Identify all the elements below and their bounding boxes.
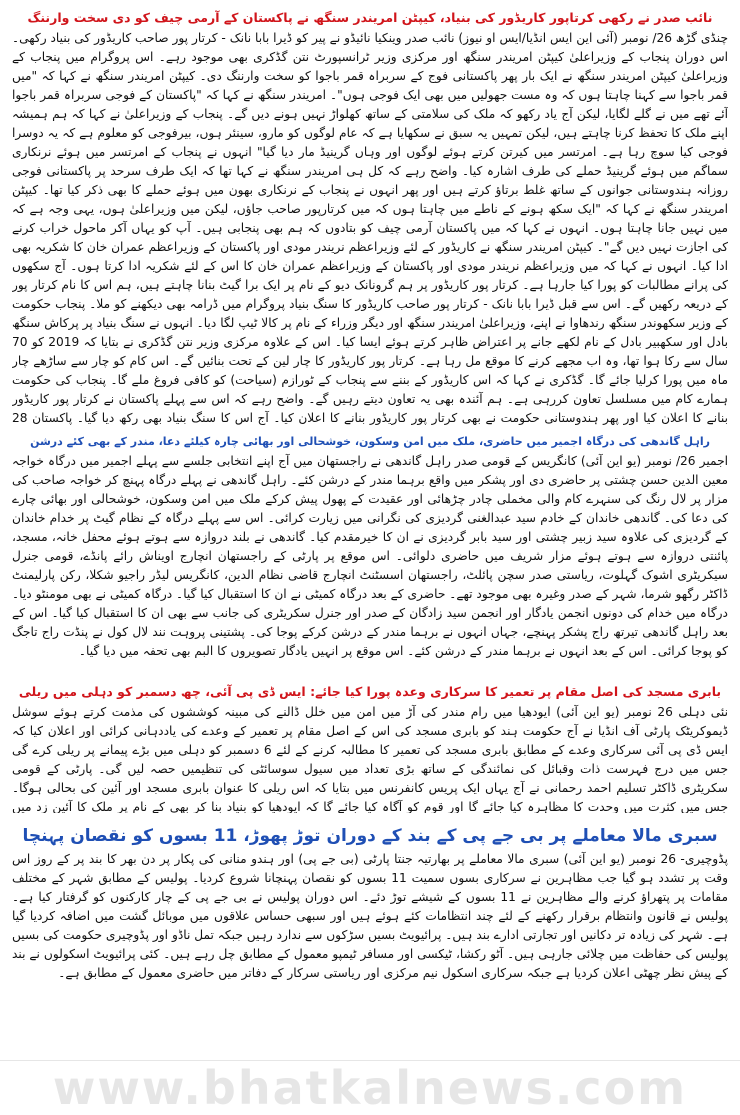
article-kartarpur-corridor [12, 8, 728, 425]
article-body: اجمیر 26/ نومبر (یو این آئی) کانگریس کے قومی صدر راہل گاندھی نے راجستھان میں آج اپنے انتخابی جلسے سے پہلے اجمیر میں درگاہ خواجہ معین الدین حسن چشتی پر حاضری دی اور پشکر میں واقع برہما مندر کے درشن کئے۔ راہل گاندھی نے پہلے درگاہ پہنچ کر خواجہ صاحب کی مزار پر لال رنگ کی سنہرے کام والی مخملی چادر چڑھائی اور عقیدت کے پھول پیش کرکے ملک میں امن وسکون، خوشحالی اور بھائی چارے کی دعا کی۔ گاندھی خاندان کے خادم سید عبدالغنی گردیزی کی نگرانی میں زیارت کرائی۔ اس سے پہلے درگاہ کے نظام گیٹ پر خدام خاندان کے گردیزی کی علاوہ سید زبیر چشتی اور سید بابر گردیزی نے ان کا خیرمقدم کیا۔ گاندھی نے بلند دروازہ سے ہوتے ہوئے محفل خانہ، مسجد، پائنتی دروازہ سے ہوتے ہوئے مزار شریف میں حاضری دلوائی۔ اس موقع پر پارٹی کے راجستھان انچارج اویناش رائے پانڈے، قومی جنرل سیکریٹری اشوک گہلوت، ریاستی صدر سچن پائلٹ، راجستھان اسسٹنٹ انچارج قاضی نظام الدین، کانگریس لیڈر راجیو شکلا، رکن پارلیمنٹ ڈاکٹر رگھو شرما، شہر کے صدر وغیرہ بھی موجود تھے۔ حاضری کے بعد درگاہ کمیٹی نے ان کا استقبال کیا گیا۔ درگاہ کمیٹی نے بھی مومنٹو دیا۔ درگاہ میں خدام کی دونوں انجمن یادگار اور انجمن سید زادگان کے صدر اور جنرل سکریٹری کی جانب سے بھی ان کا استقبال کیا گیا۔ اس کے بعد راہل گاندھی تیرتھ راج پشکر پہنچے، جہاں انہوں نے برہما مندر کے درشن کرکے پوجا کی۔ پشتینی پروہت نند لال کول نے پنڈت راج تاجگ کو پوجا کرائی۔ اس کے بعد انہوں نے برہما مندر کے درشن کئے۔ اس موقع پر انہیں یادگار تصویروں کا البم بھی تحفہ میں دیا گیا۔ [12, 454, 728, 658]
site-watermark-bar [0, 1060, 740, 1115]
article-body: پڈوچیری- 26 نومبر (یو این آئی) سبری مالا معاملے پر بھارتیہ جنتا پارٹی (بی جے پی) اور ہندو منانی کی پکار پر دن بھر کا بند پر کے روز اس وقت پر تشدد ہو گیا جب مظاہرین نے سرکاری بسوں سمیت 11 بسوں کو نقصان پہنچانا شروع کردیا۔ پولیس کے مطابق شہر کے مختلف مقامات پر پتھراؤ کرنے والے مظاہرین نے 11 بسوں کے شیشے توڑ دئے۔ اس دوران پولیس نے بی جے پی کے چار کارکنوں کو گرفتار کیا ہے۔ پولیس نے قانون وانتظام برقرار رکھنے کے لئے چند انتظامات کئے ہوئے ہیں اور سبھی حساس علاقوں میں موبائل گشت میں اضافہ کردیا گیا ہے۔ شہر کی زیادہ تر دکانیں اور تجارتی ادارے بند ہیں۔ پرائیویٹ بسیں سڑکوں سے ندارد رہیں جبکہ تمل ناڈو اور پڈوچیری حکومت کی بسیں پولیس کی حفاظت میں چلائی جارہی ہیں۔ آٹو رکشا، ٹیکسی اور مسافر ٹیمپو معمول کے مطابق چل رہے ہیں۔ کئی پرائیویٹ اسکولوں نے بند کے پیش نظر چھٹی اعلان کردیا ہے جبکہ سرکاری اسکول نیم مرکزی اور ریاستی سرکار کے دفاتر میں حاضری معمول کے مطابق ہے۔ [12, 852, 728, 980]
article-body: چنڈی گڑھ 26/ نومبر (آئی این ایس انڈیا/ایس او نیوز) نائب صدر وینکیا نائیڈو نے پیر کو ڈیرا بابا نانک - کرتار پور صاحب کاریڈور کی بنیاد رکھی۔ اس دوران پنجاب کے وزیراعلیٰ کیپٹن امریندر سنگھ اور مرکزی وزیر ٹرانسپورٹ نتن گڈکری بھی موجود رہے۔ اس پروگرام میں پنجاب کے وزیراعلیٰ کیپٹن امریندر سنگھ نے ایک بار پھر پاکستانی فوج کے سربراہ قمر باجوا کو سخت وارننگ دی۔ کیپٹن امریندر سنگھ نے کہا کہ "میں قمر باجوا سے کہنا چاہتا ہوں کہ وہ مست جھولیں میں بھی ایک فوجی ہوں"۔ امریندر سنگھ نے کہا کہ "پاکستان کے فوجی سربراہ قمر باجوا آئے تھے میں نے گلے لگایا، لیکن آج یاد رکھو کہ ملک کی سلامتی کے ساتھ کھلواڑ نہیں ہونے دیں گے۔ پنجاب کے وزیراعلیٰ نے کہا کہ ہم ہمیشہ اپنے ملک کا تحفظ کرنا چاہتے ہیں، لیکن تمہیں یہ سبق نے سکھایا ہے کہ عام لوگوں کو مارو، سینئر ہوں، بیرفوجی کو معلوم ہے کہ یہ دوسرا فوجی کیا سوچ رہا ہے۔ امرتسر میں کیرتن کرتے ہوئے لوگوں اور وہاں گرینیڈ مار دیا گیا" انہوں نے پنجاب کے امرتسر میں ہوئے نرنکاری سماگم میں ہوئے گرینیڈ حملے کی طرف اشارہ کیا۔ واضح رہے کہ کل ہی امریندر سنگھ نے کہا تھا کہ ایک طرف سرحد پر پاکستانی فوجی روزانہ ہندوستانی جوانوں کے ساتھ غلط برتاؤ کرتے ہیں اور پھر انہوں نے پنجاب کے نرنکاری بھون میں ہوئے حملے کا بھی ذکر کیا تھا۔ کیپٹن امریندر سنگھ نے کہا کہ "ایک سکھ ہونے کے ناطے میں چاہتا ہوں کہ میں کرتارپور صاحب جاؤں، لیکن میں وزیراعلیٰ ہوں، یہی وجہ ہے کہ میں نہیں جانا چاہتا ہوں۔ انہوں نے کہا کہ میں پاکستان آرمی چیف کو بتادوں کہ ہم بھی پنجابی ہیں۔ آپ کو یہاں آکر ماحول خراب کرنے کی اجازت نہیں دیں گے"۔ کیپٹن امریندر سنگھ نے کاریڈور کے لئے وزیراعظم نریندر مودی اور پاکستان کے وزیراعظم عمران خان کا شکریہ بھی ادا کیا۔ انہوں نے کہا کہ میں وزیراعظم نریندر مودی اور پاکستان کے وزیراعظم عمران خان کا اس کے لئے شکریہ ادا کرتا ہوں۔ آج سکھوں کی پرانے مطالبات کو پورا کیا جارہا ہے۔ کرتار پور کاریڈور پر ہم گرونانک دیو کے نام پر ایک برا گیٹ بنانا چاہتے ہیں، ہم اس کا نام کرتار پور کے دریعہ رکھیں گے۔ اس سے قبل ڈیرا بابا نانک - کرتار پور صاحب کاریڈور کا سنگ بنیاد پروگرام میں ڈرامہ بھی دیکھنے کو ملا۔ پنجاب حکومت کے وزیر سکھوندر سنگھ رندھاوا نے اپنے، وزیراعلیٰ امریندر سنگھ اور دیگر وزراء کے نام پر کالا ٹیپ لگا دیا۔ انہوں نے سنگ بنیاد پر پرکاش سنگھ بادل اور سکھبیر بادل کے نام لکھے جانے پر اعتراض ظاہر کرتے ہوئے ایسا کیا۔ اس کے علاوہ مرکزی وزیر نتن گڈکری نے بتایا کہ 2019 کو 70 سال سے رکا ہوا تھا، وہ اب مجھے کرنے کا موقع مل رہا ہے۔ کرتار پور کاریڈور کا چار لین کے تحت بنائیں گے۔ اس کام کو چار سے ساڑھے چار ماہ میں پورا کرلیا جائے گا۔ گڈکری نے کہا کہ اس کاریڈور کے بننے سے پنجاب کے ٹورازم (سیاحت) کو کافی فروغ ملے گا۔ پنجاب کی حکومت ہمارے کام میں مسلسل تعاون کررہی ہے۔ ہم آئندہ بھی یہ تعاون دیتے رہیں گے۔ واضح رہے کہ اس سے پہلے پاکستان نے کرتار پور کاریڈور بنانے کا اعلان کیا اور پھر ہندوستانی حکومت نے بھی کرتار پور کاریڈور بنانے کا اعلان کیا۔ آج اس کا سنگ بنیاد بھی رکھ دیا گیا۔ پاکستان 28 [12, 31, 728, 425]
article-rahul-gandhi-ajmer [12, 433, 728, 674]
article-body: نئی دہلی 26 نومبر (یو این آئی) ایودھیا میں رام مندر کی آڑ میں امن میں خلل ڈالنے کی مبینہ کوششوں کی مذمت کرتے ہوئے سوشل ڈیموکریٹک پارٹی آف انڈیا نے آج حکومت ہند کو بابری مسجد کی اس کے اصل مقام پر تعمیر کے وعدے کی یاددہانی کرائی اور اعلان کیا کہ ایس ڈی پی آئی سرکاری وعدے کے مطابق بابری مسجد کی تعمیر کا مطالبہ کرنے کے لئے 6 دسمبر کو دہلی میں بڑے پیمانے پر ریلی کرے گی جس میں درج فہرست ذات وقبائل کی نمائندگی کے ساتھ بڑی تعداد میں سیول سوسائٹی کی تنظیمیں حصہ لیں گی۔ پارٹی کے قومی سکریٹری ڈاکٹر تسلیم احمد رحمانی نے آج یہاں ایک پریس کانفرنس میں بتایا کہ اس ریلی کا عنوان بابری مسجد اور آئین کی بحالی ہوگا۔ جس میں کثرت میں وحدت کا مظاہرہ کیا جائے گا اور قوم کو آگاہ کیا جائے گا کہ ایودھیا کو بنیاد بنا کر بھی کے نام پر ملک کا آئین زد میں [12, 705, 728, 813]
article-babri-masjid-sdpi [12, 682, 728, 813]
headline: راہل گاندھی کی درگاہ اجمیر میں حاضری، ملک میں امن وسکون، خوشحالی اور بھائی چارہ کیلئے دعا، مندر کے بھی کئے درشن [30, 435, 710, 448]
headline: نائب صدر نے رکھی کرتاپور کاریڈور کی بنیاد، کیپٹن امریندر سنگھ نے پاکستان کے آرمی چیف کو دی سخت وارننگ [27, 10, 713, 25]
headline: بابری مسجد کی اصل مقام پر تعمیر کا سرکاری وعدہ پورا کیا جائے: ایس ڈی پی آئی، چھ دسمبر کو دہلی میں ریلی [18, 684, 722, 699]
article-sabarimala-bandh [12, 823, 728, 985]
site-watermark: www.bhatkalnews.com [52, 1061, 688, 1115]
headline: سبری مالا معاملے پر بی جے پی کے بند کے دوران توڑ پھوڑ، 11 بسوں کو نقصان پہنچا [22, 826, 718, 846]
